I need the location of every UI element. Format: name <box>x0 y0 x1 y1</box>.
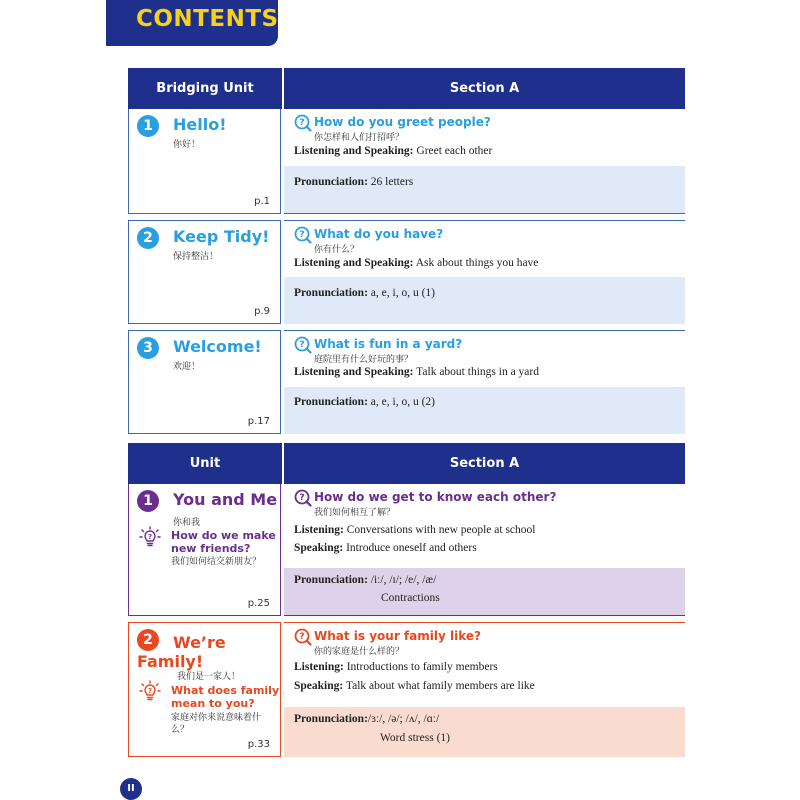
unit-number-badge: 2 <box>137 227 159 249</box>
section-row-3 <box>284 330 685 434</box>
big-question-cn-line-1: 家庭对你来说意味着什 <box>171 713 262 723</box>
question-magnifier-icon <box>294 336 312 354</box>
page-ref: p.25 <box>247 598 270 609</box>
header-unit: Unit <box>189 456 221 471</box>
skill-text: Talk about things in a yard <box>413 366 539 378</box>
section-question-cn: 你怎样和人们打招呼？ <box>314 133 405 143</box>
svg-text:?: ? <box>299 632 305 642</box>
unit-row-3[interactable] <box>128 330 281 434</box>
page-ref: p.33 <box>247 739 270 750</box>
section-question-cn: 你的家庭是什么样的？ <box>314 647 405 657</box>
skill-line <box>294 145 492 157</box>
pronunciation-text: /iː/, /ɪ/; /e/, /æ/ <box>367 574 437 586</box>
skill-label: Listening and Speaking: <box>294 366 414 378</box>
unit-title-line-2: Family! <box>137 652 204 671</box>
skill-label: Speaking: <box>294 542 344 554</box>
section-question: How do we get to know each other? <box>314 490 557 504</box>
contents-banner <box>106 0 278 46</box>
pronunciation-label: Pronunciation: <box>294 396 368 408</box>
big-question-cn-line-2: 么？ <box>171 725 190 735</box>
pronunciation-label: Pronunciation: <box>294 287 368 299</box>
section-question-cn: 我们如何相互了解？ <box>314 508 396 518</box>
section-question: How do you greet people? <box>314 115 491 129</box>
header-section-a: Section A <box>449 456 520 471</box>
unit-title: Hello! <box>173 115 227 134</box>
unit-title: You and Me <box>173 490 278 509</box>
skill-label: Listening: <box>294 661 344 673</box>
lightbulb-icon <box>139 526 161 548</box>
pronunciation-band <box>284 707 685 757</box>
pronunciation-line <box>294 396 435 408</box>
svg-text:?: ? <box>299 493 305 503</box>
section-question: What is fun in a yard? <box>314 337 463 351</box>
skill-text: Conversations with new people at school <box>343 524 536 536</box>
section-question: What is your family like? <box>314 629 481 643</box>
pronunciation-line <box>294 574 436 586</box>
unit-title-cn: 我们是一家人！ <box>177 672 241 682</box>
skill-text: Ask about things you have <box>413 257 539 269</box>
skill-label: Listening: <box>294 524 344 536</box>
unit-number-badge: 1 <box>137 490 159 512</box>
pronunciation-line-2: Contractions <box>381 592 440 604</box>
unit-title-cn: 你和我 <box>173 518 201 528</box>
big-question-line-2: mean to you? <box>171 697 255 710</box>
big-question-line-2: new friends? <box>171 542 251 555</box>
bridging-unit-table <box>128 68 685 434</box>
section-question-cn: 你有什么？ <box>314 245 360 255</box>
big-question-cn: 我们如何结交新朋友？ <box>171 557 262 567</box>
question-magnifier-icon <box>294 628 312 646</box>
pronunciation-line-2: Word stress (1) <box>380 732 450 744</box>
unit-number-badge: 3 <box>137 337 159 359</box>
skill-line-listening <box>294 661 498 673</box>
big-question-line-1: What does family <box>171 684 280 697</box>
section-row-2 <box>284 622 685 757</box>
page-ref: p.17 <box>247 416 270 427</box>
section-row-1 <box>284 484 685 616</box>
header-section-a: Section A <box>449 81 520 96</box>
pronunciation-line <box>294 287 435 299</box>
pronunciation-text: a, e, i, o, u (1) <box>367 287 435 299</box>
svg-text:?: ? <box>299 118 305 128</box>
page-number-badge: II <box>120 778 142 800</box>
section-row-2 <box>284 220 685 324</box>
skill-label: Speaking: <box>294 680 344 692</box>
question-magnifier-icon <box>294 489 312 507</box>
unit-table <box>128 443 685 773</box>
pronunciation-label: Pronunciation: <box>294 574 368 586</box>
unit-title: Keep Tidy! <box>173 227 270 246</box>
skill-label: Listening and Speaking: <box>294 145 414 157</box>
unit-title-cn: 欢迎！ <box>173 362 201 372</box>
pronunciation-band <box>284 568 685 615</box>
page-ref: p.9 <box>254 306 270 317</box>
header-bridging-unit: Bridging Unit <box>156 81 254 96</box>
svg-text:?: ? <box>299 340 305 350</box>
table-header <box>128 68 685 109</box>
section-row-1 <box>284 109 685 214</box>
skill-text: Talk about what family members are like <box>343 680 535 692</box>
unit-title-line-1: We’re <box>173 633 226 652</box>
unit-row-2[interactable] <box>128 622 281 757</box>
skill-line <box>294 257 538 269</box>
table-header <box>128 443 685 484</box>
pronunciation-line <box>294 176 413 188</box>
page-title: CONTENTS <box>136 6 279 32</box>
page-ref: p.1 <box>254 196 270 207</box>
unit-number-badge: 1 <box>137 115 159 137</box>
pronunciation-label: Pronunciation: <box>294 713 368 725</box>
svg-text:?: ? <box>147 533 153 541</box>
question-magnifier-icon <box>294 226 312 244</box>
unit-row-1[interactable] <box>128 109 281 214</box>
svg-text:?: ? <box>147 687 153 695</box>
unit-number-badge: 2 <box>137 629 159 651</box>
skill-line <box>294 366 539 378</box>
unit-row-1[interactable] <box>128 484 281 616</box>
pronunciation-text: 26 letters <box>367 176 414 188</box>
unit-title: Welcome! <box>173 337 262 356</box>
skill-line-speaking <box>294 680 535 692</box>
skill-label: Listening and Speaking: <box>294 257 414 269</box>
pronunciation-text: a, e, i, o, u (2) <box>367 396 435 408</box>
unit-title-cn: 你好！ <box>173 140 201 150</box>
skill-text: Greet each other <box>413 145 493 157</box>
lightbulb-icon <box>139 680 161 702</box>
unit-title-cn: 保持整洁！ <box>173 252 219 262</box>
pronunciation-label: Pronunciation: <box>294 176 368 188</box>
section-question-cn: 庭院里有什么好玩的事？ <box>314 355 414 365</box>
section-question: What do you have? <box>314 227 444 241</box>
skill-line-speaking <box>294 542 477 554</box>
pronunciation-band <box>284 277 685 324</box>
pronunciation-band <box>284 387 685 434</box>
svg-text:?: ? <box>299 230 305 240</box>
big-question-line-1: How do we make <box>171 529 276 542</box>
skill-line-listening <box>294 524 535 536</box>
pronunciation-line <box>294 713 439 725</box>
pronunciation-band <box>284 166 685 213</box>
skill-text: Introductions to family members <box>343 661 498 673</box>
question-magnifier-icon <box>294 114 312 132</box>
unit-row-2[interactable] <box>128 220 281 324</box>
skill-text: Introduce oneself and others <box>343 542 477 554</box>
pronunciation-text: /ɜː/, /ə/; /ʌ/, /ɑː/ <box>367 713 440 725</box>
